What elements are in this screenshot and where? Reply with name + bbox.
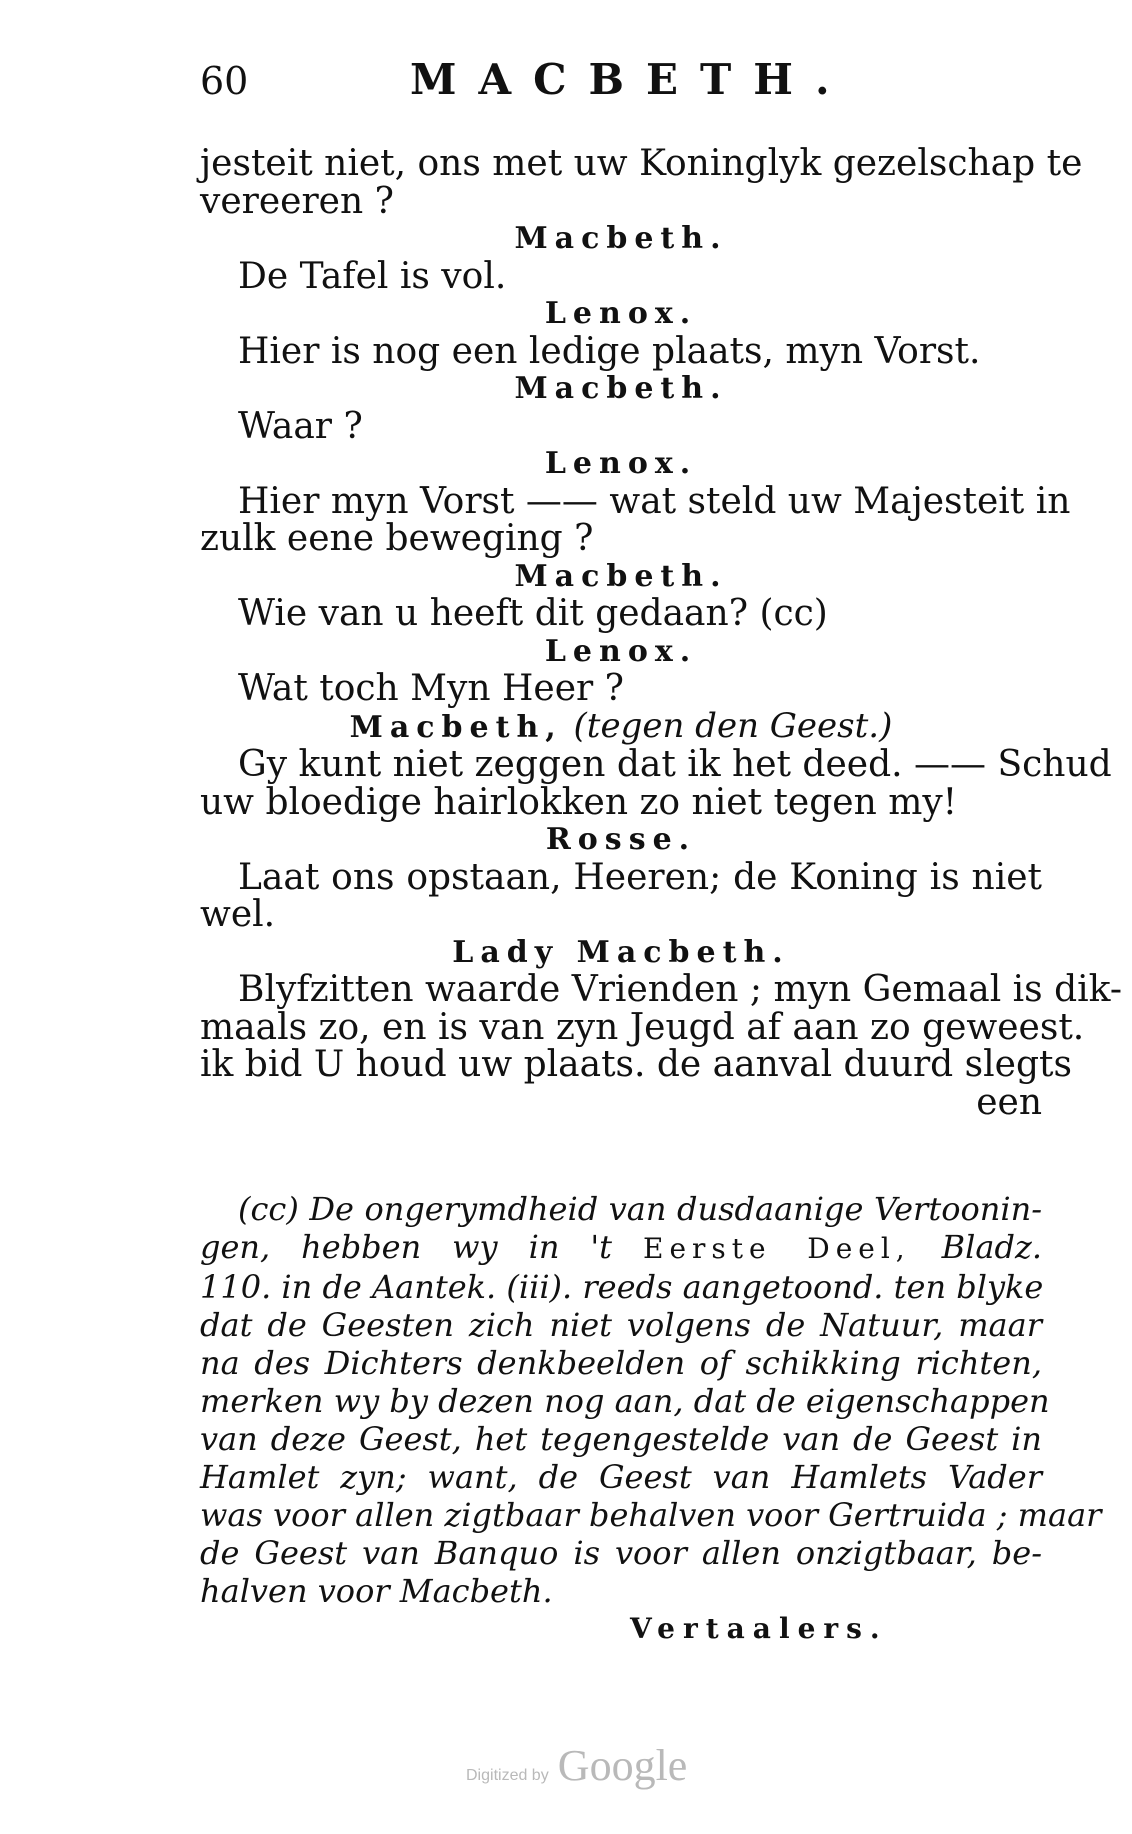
speaker-name	[200, 821, 1042, 859]
running-title: MACBETH.	[410, 55, 852, 104]
speaker-label: Lady Macbeth.	[452, 934, 790, 970]
footnote-line	[200, 1458, 1042, 1496]
small-caps-text: Eerste Deel,	[643, 1232, 911, 1265]
text-line: Wat toch Myn Heer ?	[238, 668, 624, 709]
text-line: maals zo, en is van zyn Jeugd af aan zo geweest.	[200, 1006, 1085, 1048]
text-line: een	[976, 1081, 1042, 1123]
footnote-text: was voor allen zigtbaar behalven voor Gertruida ; maar	[200, 1496, 1102, 1534]
text-line: ik bid U houd uw plaats. de aanval duurd slegts	[200, 1044, 1072, 1085]
footnote-line	[200, 1420, 1042, 1458]
speaker-name	[200, 558, 1042, 596]
footnote-text: Hamlet zyn; want, de Geest van Hamlets Vader	[200, 1458, 1042, 1496]
speaker-label: Rosse.	[545, 822, 697, 857]
footnote-text: merken wy by dezen nog aan, dat de eigenschappen	[200, 1382, 1050, 1420]
speaker-name	[200, 370, 1042, 408]
text-line: Hier is nog een ledige plaats, myn Vorst.	[238, 330, 981, 372]
footnote-text: halven voor Macbeth.	[200, 1572, 553, 1610]
speaker-name	[200, 220, 1042, 258]
footnote-line	[200, 1496, 1102, 1534]
speaker-name	[200, 633, 1042, 671]
speaker-name	[200, 295, 1042, 333]
page-number: 60	[200, 59, 249, 103]
footnote-text: van deze Geest, het tegengestelde van de Geest in	[200, 1420, 1042, 1458]
footnote	[200, 1190, 1102, 1610]
translators-signature: Vertaalers.	[630, 1612, 888, 1645]
footnote-line	[200, 1572, 1042, 1610]
page-header	[200, 55, 920, 105]
text-line: De Tafel is vol.	[238, 255, 507, 297]
speaker-name	[200, 934, 1042, 972]
text-line: wel.	[200, 894, 276, 935]
digitized-watermark	[466, 1740, 687, 1791]
footnote-line	[200, 1344, 1042, 1382]
footnote-line	[200, 1306, 1042, 1344]
footnote-text: gen, hebben wy in 't	[200, 1228, 643, 1266]
stage-direction: (tegen den Geest.)	[562, 705, 893, 746]
text-line: Hier myn Vorst —— wat steld uw Majesteit in	[238, 480, 1071, 522]
speaker-label: Macbeth.	[514, 221, 728, 256]
footnote-text: Bladz.	[910, 1228, 1043, 1266]
text-line: Waar ?	[238, 405, 363, 447]
speaker-label: Lenox.	[544, 296, 698, 331]
speaker-label: Lenox.	[544, 633, 698, 669]
footnote-text: 110. in de Aantek. (iii). reeds aangetoond. ten blyke	[200, 1268, 1044, 1306]
footnote-line	[200, 1382, 1050, 1420]
text-line: zulk eene beweging ?	[200, 518, 594, 559]
footnote-text: de Geest van Banquo is voor allen onzigtbaar, be-	[200, 1534, 1042, 1572]
footnote-line	[200, 1190, 1042, 1228]
speaker-name	[200, 445, 1042, 483]
speaker-label: Macbeth.	[514, 371, 728, 406]
footnote-text: na des Dichters denkbeelden of schikking richten,	[200, 1344, 1042, 1382]
text-line: Blyfzitten waarde Vrienden ; myn Gemaal is dik-	[238, 969, 1123, 1010]
speaker-label: Macbeth,	[349, 709, 563, 745]
footnote-text: dat de Geesten zich niet volgens de Natuur, maar	[200, 1306, 1042, 1344]
text-line: Wie van u heeft dit gedaan? (cc)	[238, 593, 828, 634]
text-line: uw bloedige hairlokken zo niet tegen my!	[200, 781, 958, 823]
speaker-label: Macbeth.	[514, 558, 728, 594]
google-logo: Google	[557, 1741, 688, 1790]
footnote-line	[200, 1228, 1042, 1268]
text-line: jesteit niet, ons met uw Koninglyk gezelschap te	[200, 143, 1083, 184]
text-line: vereeren ?	[200, 180, 394, 222]
text-line: Gy kunt niet zeggen dat ik het deed. —— Schud	[238, 744, 1112, 785]
speaker-name	[200, 705, 1042, 747]
text-line: Laat ons opstaan, Heeren; de Koning is niet	[238, 856, 1042, 898]
speaker-label: Lenox.	[544, 446, 698, 481]
dialogue-text	[200, 143, 1123, 1123]
footnote-line	[200, 1534, 1042, 1572]
watermark-prefix: Digitized by	[466, 1767, 549, 1784]
footnote-line	[200, 1268, 1042, 1306]
footnote-text: (cc) De ongerymdheid van dusdaanige Vertoonin-	[238, 1190, 1042, 1228]
